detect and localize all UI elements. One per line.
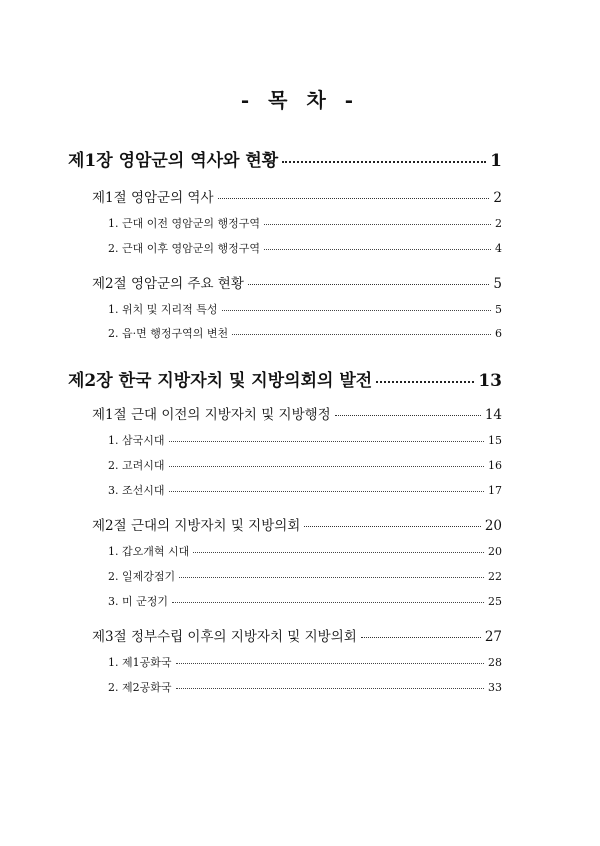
toc-subsection[interactable] bbox=[108, 654, 502, 670]
toc-subsection[interactable] bbox=[108, 432, 502, 448]
leader-dots bbox=[176, 687, 485, 689]
toc-entry-label: 2. 일제강점기 bbox=[108, 570, 176, 583]
leader-dots bbox=[376, 380, 474, 383]
toc-entry-label: 1. 근대 이전 영암군의 행정구역 bbox=[108, 217, 260, 230]
toc-page-number: 4 bbox=[495, 242, 502, 255]
leader-dots bbox=[248, 283, 490, 285]
toc-entry-label: 1. 위치 및 지리적 특성 bbox=[108, 303, 218, 316]
leader-dots bbox=[335, 414, 481, 416]
toc-section[interactable] bbox=[92, 186, 502, 206]
leader-dots bbox=[222, 309, 492, 311]
toc-page-number: 14 bbox=[484, 407, 502, 423]
toc-page-number: 5 bbox=[493, 276, 502, 292]
leader-dots bbox=[193, 551, 484, 553]
toc-page-number: 5 bbox=[495, 303, 502, 316]
leader-dots bbox=[232, 333, 491, 335]
toc-entry-label: 제1절 근대 이전의 지방자치 및 지방행정 bbox=[92, 407, 331, 423]
toc-chapter-2[interactable] bbox=[68, 366, 502, 391]
toc-subsection[interactable] bbox=[108, 482, 502, 498]
leader-dots bbox=[176, 662, 485, 664]
toc-entry-label: 1. 삼국시대 bbox=[108, 434, 165, 447]
toc-entry-label: 제1절 영암군의 역사 bbox=[92, 190, 214, 206]
toc-subsection[interactable] bbox=[108, 679, 502, 695]
leader-dots bbox=[218, 197, 490, 199]
toc-entry-label: 제3절 정부수립 이후의 지방자치 및 지방의회 bbox=[92, 629, 357, 645]
leader-dots bbox=[282, 160, 486, 163]
toc-page-number: 1 bbox=[490, 151, 502, 171]
toc-subsection[interactable] bbox=[108, 568, 502, 584]
toc-page-number: 13 bbox=[478, 371, 502, 391]
toc-entry-label: 2. 제2공화국 bbox=[108, 681, 172, 694]
toc-entry-label: 제1장 영암군의 역사와 현황 bbox=[68, 151, 279, 171]
toc-page-number: 28 bbox=[488, 656, 502, 669]
toc-section[interactable] bbox=[92, 514, 502, 534]
toc-page-number: 2 bbox=[495, 217, 502, 230]
toc-page-number: 17 bbox=[488, 484, 502, 497]
toc-page-number: 33 bbox=[488, 681, 502, 694]
toc-entry-label: 2. 고려시대 bbox=[108, 459, 165, 472]
leader-dots bbox=[264, 223, 491, 225]
toc-subsection[interactable] bbox=[108, 215, 502, 231]
leader-dots bbox=[169, 465, 485, 467]
toc-entry-label: 제2절 근대의 지방자치 및 지방의회 bbox=[92, 518, 301, 534]
toc-page-number: 22 bbox=[488, 570, 502, 583]
toc-page-number: 6 bbox=[495, 327, 502, 340]
toc-entry-label: 3. 미 군정기 bbox=[108, 595, 168, 608]
toc-entry-label: 1. 갑오개혁 시대 bbox=[108, 545, 190, 558]
toc-entry-label: 3. 조선시대 bbox=[108, 484, 165, 497]
toc-entry-label: 2. 읍·면 행정구역의 변천 bbox=[108, 327, 229, 340]
toc-subsection[interactable] bbox=[108, 593, 502, 609]
toc-entry-label: 제2장 한국 지방자치 및 지방의회의 발전 bbox=[68, 371, 373, 391]
leader-dots bbox=[169, 490, 485, 492]
toc-subsection[interactable] bbox=[108, 325, 502, 341]
leader-dots bbox=[169, 440, 485, 442]
toc-entry-label: 2. 근대 이후 영암군의 행정구역 bbox=[108, 242, 260, 255]
toc-page-number: 20 bbox=[484, 518, 502, 534]
leader-dots bbox=[179, 576, 484, 578]
toc-subsection[interactable] bbox=[108, 240, 502, 256]
toc-subsection[interactable] bbox=[108, 457, 502, 473]
toc-section[interactable] bbox=[92, 272, 502, 292]
toc-page-number: 15 bbox=[488, 434, 502, 447]
leader-dots bbox=[264, 248, 491, 250]
toc-page-number: 20 bbox=[488, 545, 502, 558]
toc-entry-label: 1. 제1공화국 bbox=[108, 656, 172, 669]
toc-subsection[interactable] bbox=[108, 543, 502, 559]
toc-entry-label: 제2절 영암군의 주요 현황 bbox=[92, 276, 244, 292]
leader-dots bbox=[304, 525, 480, 527]
leader-dots bbox=[172, 601, 484, 603]
leader-dots bbox=[361, 636, 481, 638]
toc-page-number: 16 bbox=[488, 459, 502, 472]
toc-page-number: 25 bbox=[488, 595, 502, 608]
toc-section[interactable] bbox=[92, 403, 502, 423]
toc-page-number: 27 bbox=[484, 629, 502, 645]
page-title: - 목 차 - bbox=[240, 88, 360, 112]
toc-section[interactable] bbox=[92, 625, 502, 645]
toc-subsection[interactable] bbox=[108, 301, 502, 317]
toc-page-number: 2 bbox=[493, 190, 502, 206]
toc-chapter-1[interactable] bbox=[68, 146, 502, 171]
